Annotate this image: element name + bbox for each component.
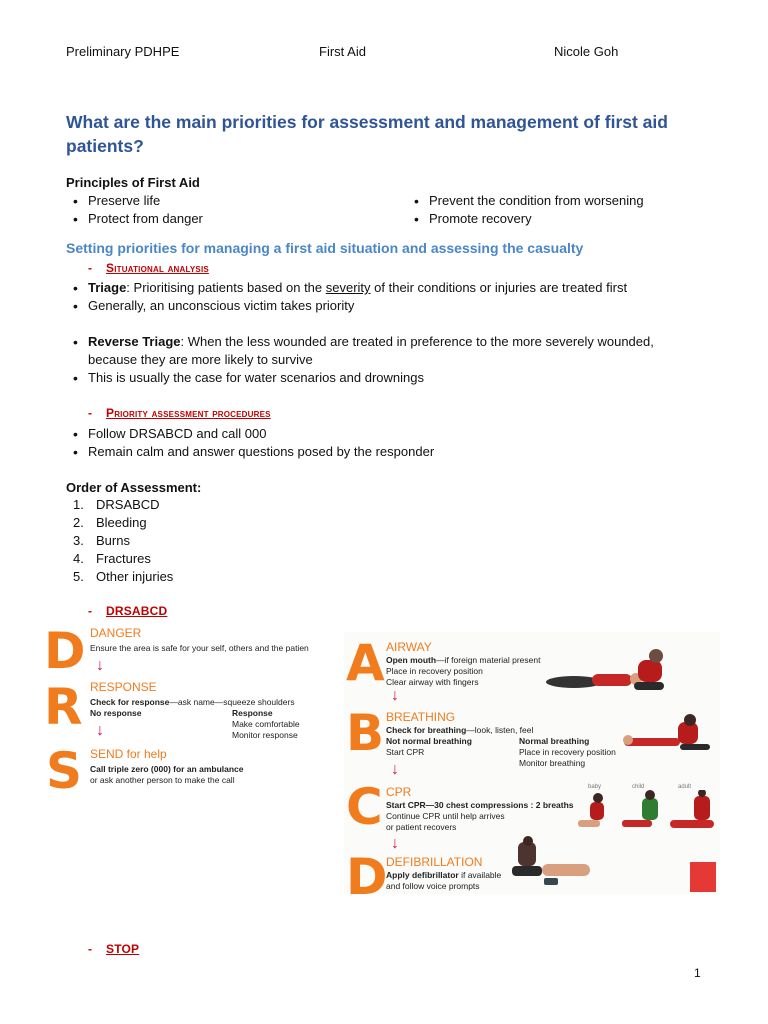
send-text: Call triple zero (000) for an ambulance or ask another person to make the call bbox=[90, 764, 244, 785]
letter-s: S bbox=[46, 742, 83, 800]
triage-text: : Prioritising patients based on the bbox=[126, 280, 326, 295]
abcd-infographic bbox=[344, 632, 720, 906]
arrow-down-icon: ↓ bbox=[96, 657, 104, 674]
letter-b: B bbox=[346, 704, 385, 762]
cpr-label-baby: baby bbox=[588, 784, 602, 790]
list-item: • Protect from danger bbox=[66, 210, 396, 228]
letter-d-defib: D bbox=[346, 848, 388, 906]
section-heading: Setting priorities for managing a first aid situation and assessing the casualty bbox=[66, 240, 584, 256]
list-item: • Preserve life bbox=[66, 192, 396, 210]
priority-list bbox=[66, 425, 666, 461]
airway-title: AIRWAY bbox=[386, 640, 432, 654]
arrow-down-icon: ↓ bbox=[96, 722, 104, 739]
stop-heading: - STOP bbox=[88, 942, 140, 956]
drsabcd-heading: - DRSABCD bbox=[88, 604, 168, 618]
cpr-illustration bbox=[576, 790, 718, 832]
list-item: 3. Burns bbox=[73, 533, 130, 548]
cpr-text: Start CPR—30 chest compressions : 2 breaths Continue CPR until help arrives or patient recovers bbox=[386, 800, 574, 832]
header-author: Nicole Goh bbox=[554, 44, 619, 59]
arrow-down-icon: ↓ bbox=[391, 835, 399, 852]
principles-list-left bbox=[66, 192, 396, 228]
breathing-check: Check for breathing—look, listen, feel bbox=[386, 725, 534, 735]
page-header bbox=[0, 44, 768, 62]
list-item bbox=[66, 279, 706, 297]
priority-heading-text: Priority assessment procedures bbox=[106, 406, 271, 420]
order-list bbox=[66, 496, 173, 586]
list-item: • Generally, an unconscious victim takes priority bbox=[66, 297, 706, 315]
letter-a: A bbox=[346, 634, 385, 692]
red-cross-logo bbox=[690, 862, 716, 892]
letter-r: R bbox=[44, 678, 83, 736]
main-question: What are the main priorities for assessment and management of first aid patients? bbox=[66, 112, 668, 156]
airway-text: Open mouth—if foreign material present Place in recovery position Clear airway with fingers bbox=[386, 655, 541, 687]
page-number: 1 bbox=[694, 966, 701, 980]
reverse-triage-list bbox=[66, 333, 666, 387]
response-column: Response Make comfortable Monitor response bbox=[232, 708, 300, 740]
triage-severity: severity bbox=[325, 280, 371, 295]
list-item: 2. Bleeding bbox=[73, 515, 147, 530]
list-item: 1. DRSABCD bbox=[73, 497, 160, 512]
list-item bbox=[66, 333, 666, 369]
letter-c: C bbox=[346, 778, 383, 836]
danger-title: DANGER bbox=[90, 626, 142, 640]
defibrillator-illustration bbox=[510, 836, 594, 890]
principles-heading: Principles of First Aid bbox=[66, 175, 200, 190]
situational-heading-text: Situational analysis bbox=[106, 261, 209, 275]
breathing-title: BREATHING bbox=[386, 710, 456, 724]
breathing-right: Normal breathing Place in recovery position Monitor breathing bbox=[519, 736, 616, 768]
defibrillation-title: DEFIBRILLATION bbox=[386, 855, 483, 869]
principles-list-right bbox=[407, 192, 727, 228]
response-check: Check for response—ask name—squeeze shoulders bbox=[90, 697, 295, 707]
reverse-triage-text: : When the less wounded are treated in preference to the more severely wounded, because they are more likely to survive bbox=[88, 334, 654, 367]
no-response: No response bbox=[90, 708, 142, 718]
reverse-triage-label: Reverse Triage bbox=[88, 334, 181, 349]
triage-text-end: of their conditions or injuries are treated first bbox=[370, 280, 628, 295]
triage-label: Triage bbox=[88, 280, 127, 295]
priority-heading: - Priority assessment procedures bbox=[88, 406, 271, 420]
response-title: RESPONSE bbox=[90, 680, 157, 694]
defibrillation-text: Apply defibrillator if available and follow voice prompts bbox=[386, 870, 502, 891]
drsabcd-heading-text: DRSABCD bbox=[106, 604, 168, 618]
stop-heading-text: STOP bbox=[106, 942, 140, 956]
list-item: • Prevent the condition from worsening bbox=[407, 192, 727, 210]
list-item: 5. Other injuries bbox=[73, 569, 174, 584]
breathing-left: Not normal breathing Start CPR bbox=[386, 736, 472, 757]
cpr-label-adult: adult bbox=[678, 784, 692, 790]
list-item: • Follow DRSABCD and call 000 bbox=[66, 425, 666, 443]
arrow-down-icon: ↓ bbox=[391, 687, 399, 704]
check-breathing-illustration bbox=[620, 714, 716, 754]
send-title: SEND for help bbox=[90, 747, 167, 761]
situational-heading: - Situational analysis bbox=[88, 261, 209, 275]
danger-text: Ensure the area is safe for your self, others and the patien bbox=[90, 643, 309, 653]
order-heading: Order of Assessment: bbox=[66, 480, 202, 495]
arrow-down-icon: ↓ bbox=[391, 761, 399, 778]
cpr-label-child: child bbox=[632, 784, 645, 790]
cpr-title: CPR bbox=[386, 785, 412, 799]
recovery-position-illustration bbox=[544, 646, 704, 696]
list-item: • Promote recovery bbox=[407, 210, 727, 228]
drs-infographic bbox=[44, 622, 334, 800]
list-item: 4. Fractures bbox=[73, 551, 151, 566]
header-topic: First Aid bbox=[319, 44, 366, 59]
letter-d: D bbox=[44, 622, 86, 680]
situational-list bbox=[66, 279, 706, 315]
list-item: • Remain calm and answer questions posed by the responder bbox=[66, 443, 666, 461]
header-course: Preliminary PDHPE bbox=[66, 44, 180, 59]
list-item: • This is usually the case for water scenarios and drownings bbox=[66, 369, 666, 387]
